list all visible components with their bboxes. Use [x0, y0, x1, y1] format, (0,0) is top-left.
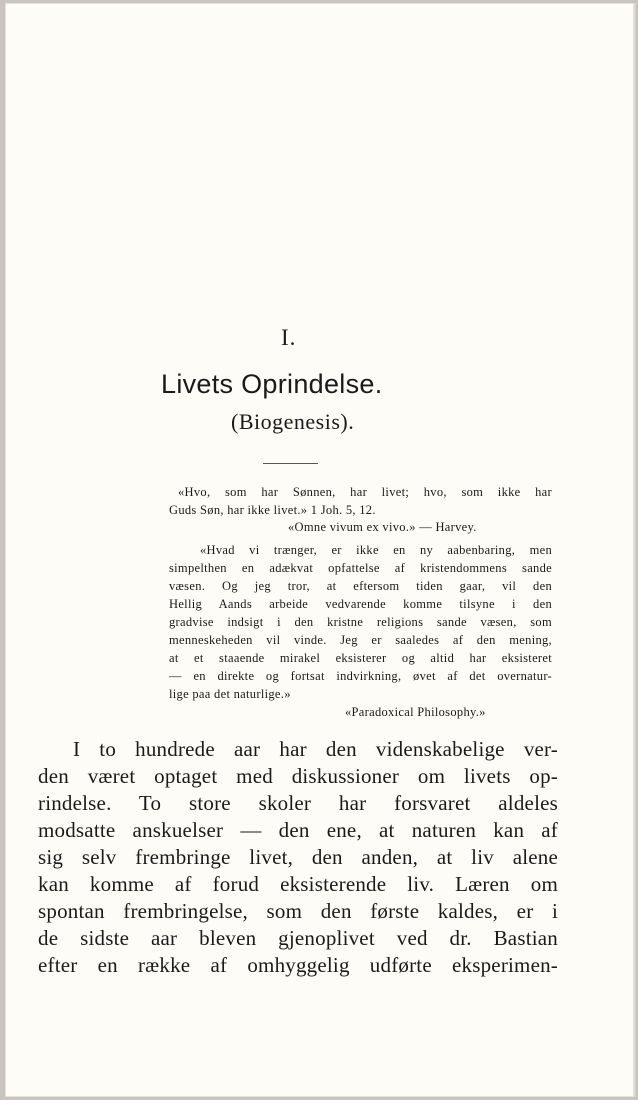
epigraph-3-line-8: — en direkte og fortsat indvirkning, øvet af det overnatur-	[169, 669, 552, 683]
chapter-title: Livets Oprindelse.	[161, 369, 383, 399]
body-line-6: kan komme af forud eksisterende liv. Læren om	[38, 872, 558, 896]
epigraph-3-line-5: gradvise indsigt i den kristne religions sande væsen, som	[169, 615, 552, 629]
divider-rule	[263, 463, 318, 464]
chapter-subtitle: (Biogenesis).	[231, 409, 355, 434]
body-line-7: spontan frembringelse, som den første kaldes, er i	[38, 899, 558, 923]
epigraph-3-line-2: simpelthen en adækvat opfattelse af kristendommens sande	[169, 561, 552, 575]
body-line-3: rindelse. To store skoler har forsvaret aldeles	[38, 791, 558, 815]
epigraph-3-line-4: Hellig Aands arbeide vedvarende komme tilsyne i den	[169, 597, 552, 611]
body-line-8: de sidste aar bleven gjenoplivet ved dr. Bastian	[38, 926, 558, 950]
epigraph-3-line-9: lige paa det naturlige.»	[169, 687, 291, 701]
body-line-9: efter en række af omhyggelig udførte eksperimen-	[38, 953, 558, 977]
book-page	[5, 3, 636, 1097]
epigraph-3-attribution: «Paradoxical Philosophy.»	[345, 705, 486, 719]
epigraph-1-line-1: «Hvo, som har Sønnen, har livet; hvo, som ikke har	[178, 485, 552, 499]
epigraph-2-line-1: «Omne vivum ex vivo.» — Harvey.	[288, 520, 477, 534]
epigraph-3-line-1: «Hvad vi trænger, er ikke en ny aabenbaring, men	[200, 543, 552, 557]
body-line-4: modsatte anskuelser — den ene, at naturen kan af	[38, 818, 558, 842]
body-line-5: sig selv frembringe livet, den anden, at liv alene	[38, 845, 558, 869]
body-line-1: I to hundrede aar har den videnskabelige ver-	[73, 737, 558, 761]
epigraph-1-line-2: Guds Søn, har ikke livet.» 1 Joh. 5, 12.	[169, 503, 376, 517]
page-edge	[633, 3, 636, 1097]
body-line-2: den været optaget med diskussioner om livets op-	[38, 764, 558, 788]
epigraph-3-line-3: væsen. Og jeg tror, at eftersom tiden gaar, vil den	[169, 579, 552, 593]
chapter-number: I.	[281, 325, 297, 350]
epigraph-3-line-6: menneskeheden vil vinde. Jeg er saaledes af den mening,	[169, 633, 552, 647]
epigraph-3-line-7: at et staaende mirakel eksisterer og altid har eksisteret	[169, 651, 552, 665]
